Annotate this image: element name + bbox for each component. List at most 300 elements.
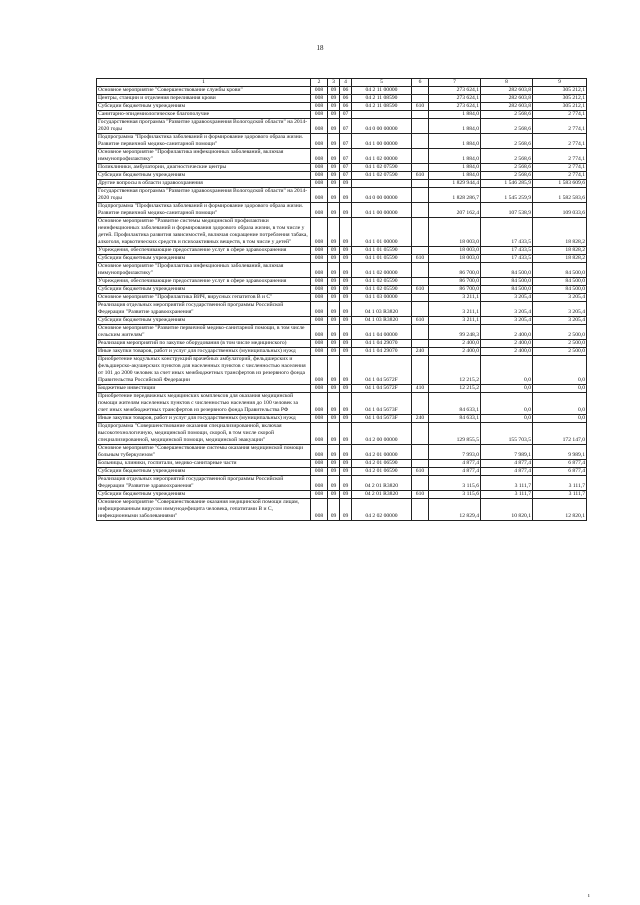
cell-amount-1: 1 884,0 — [429, 134, 481, 149]
cell-expense-type: 410 — [412, 385, 429, 393]
cell-amount-2: 2 400,0 — [481, 325, 533, 340]
cell-amount-1: 3 115,6 — [429, 491, 481, 499]
cell-expense-type — [412, 460, 429, 468]
cell-amount-2: 1 546 285,9 — [481, 180, 533, 188]
table-row — [97, 278, 587, 286]
cell-amount-2: 17 433,5 — [481, 247, 533, 255]
cell-ministry: 008 — [311, 423, 328, 445]
table-row — [97, 325, 587, 340]
row-name: Иные закупки товаров, работ и услуг для государственных (муниципальных) нужд — [97, 348, 311, 356]
cell-ministry: 008 — [311, 95, 328, 103]
cell-subsection: 09 — [340, 218, 352, 247]
table-row — [97, 468, 587, 476]
cell-amount-3: 2 500,0 — [533, 348, 587, 356]
table-row — [97, 134, 587, 149]
row-name: Реализация мероприятий по закупке оборудования (в том числе медицинского) — [97, 340, 311, 348]
cell-amount-1: 3 211,1 — [429, 302, 481, 317]
cell-expense-type — [412, 87, 429, 95]
cell-ministry: 008 — [311, 111, 328, 119]
cell-amount-2: 0,0 — [481, 415, 533, 423]
cell-amount-3: 305 212,1 — [533, 103, 587, 111]
cell-expense-type — [412, 356, 429, 385]
table-row — [97, 302, 587, 317]
cell-subsection: 06 — [340, 95, 352, 103]
cell-amount-1: 4 877,4 — [429, 460, 481, 468]
cell-amount-1: 86 700,0 — [429, 263, 481, 278]
table-row — [97, 294, 587, 302]
cell-ministry: 008 — [311, 325, 328, 340]
cell-expense-type — [412, 119, 429, 134]
cell-ministry: 008 — [311, 460, 328, 468]
cell-ministry: 008 — [311, 356, 328, 385]
cell-expense-type: 610 — [412, 103, 429, 111]
table-row — [97, 111, 587, 119]
cell-section: 09 — [328, 476, 340, 491]
cell-amount-1: 2 400,0 — [429, 340, 481, 348]
table-row — [97, 180, 587, 188]
cell-target-article: 04 2 11 08590 — [352, 95, 412, 103]
row-name: Центры, станции и отделения переливания крови — [97, 95, 311, 103]
cell-subsection: 09 — [340, 468, 352, 476]
cell-amount-1: 84 633,1 — [429, 415, 481, 423]
cell-target-article: 04 0 00 00000 — [352, 119, 412, 134]
cell-section: 09 — [328, 415, 340, 423]
cell-amount-2: 3 111,7 — [481, 491, 533, 499]
table-row — [97, 119, 587, 134]
table-row — [97, 348, 587, 356]
cell-amount-1: 7 993,0 — [429, 445, 481, 460]
table-row — [97, 263, 587, 278]
budget-table — [96, 78, 587, 521]
cell-amount-2: 1 545 259,9 — [481, 188, 533, 203]
table-row — [97, 393, 587, 415]
cell-subsection: 09 — [340, 499, 352, 521]
cell-amount-2: 4 877,4 — [481, 468, 533, 476]
cell-section: 09 — [328, 317, 340, 325]
row-name: Приобретение модульных конструкций врачебных амбулаторий, фельдшерских и фельдшерско-акушерских пунктов для населенных пунктов с численностью населения от 101 до 2000 человек за счет иных межбюджетных трансфертов из резервного фонда Правительства Российской Федерации — [97, 356, 311, 385]
cell-subsection: 09 — [340, 415, 352, 423]
table-row — [97, 164, 587, 172]
header-row — [97, 79, 587, 87]
cell-amount-1: 1 884,0 — [429, 111, 481, 119]
row-name: Субсидии бюджетным учреждениям — [97, 103, 311, 111]
cell-subsection: 09 — [340, 278, 352, 286]
cell-ministry: 008 — [311, 348, 328, 356]
cell-ministry: 008 — [311, 415, 328, 423]
cell-target-article: 04 1 03 00000 — [352, 294, 412, 302]
cell-ministry: 008 — [311, 87, 328, 95]
table-row — [97, 172, 587, 180]
cell-target-article: 04 1 02 05590 — [352, 286, 412, 294]
cell-target-article: 04 2 01 00000 — [352, 445, 412, 460]
row-name: Субсидии бюджетным учреждениям — [97, 317, 311, 325]
cell-section: 09 — [328, 325, 340, 340]
cell-ministry: 008 — [311, 263, 328, 278]
row-name: Государственная программа "Развитие здравоохранения Вологодской области" на 2014-2020 годы — [97, 188, 311, 203]
table-row — [97, 149, 587, 164]
cell-amount-1: 84 633,1 — [429, 393, 481, 415]
cell-expense-type — [412, 95, 429, 103]
cell-section: 09 — [328, 134, 340, 149]
cell-subsection: 09 — [340, 255, 352, 263]
cell-target-article: 04 1 04 5672F — [352, 385, 412, 393]
cell-expense-type — [412, 180, 429, 188]
cell-section: 09 — [328, 491, 340, 499]
cell-subsection: 06 — [340, 103, 352, 111]
cell-ministry: 008 — [311, 491, 328, 499]
cell-amount-1: 86 700,0 — [429, 286, 481, 294]
header-cell: 8 — [481, 79, 533, 87]
table-row — [97, 103, 587, 111]
cell-target-article: 04 1 04 29070 — [352, 348, 412, 356]
cell-expense-type — [412, 340, 429, 348]
footer-mark: ı — [588, 893, 590, 899]
cell-target-article: 04 1 03 R3820 — [352, 302, 412, 317]
cell-section: 09 — [328, 87, 340, 95]
cell-expense-type: 610 — [412, 255, 429, 263]
cell-expense-type: 610 — [412, 468, 429, 476]
row-name: Субсидии бюджетным учреждениям — [97, 172, 311, 180]
cell-ministry: 008 — [311, 188, 328, 203]
cell-amount-2: 2 568,6 — [481, 119, 533, 134]
cell-target-article: 04 1 04 29070 — [352, 340, 412, 348]
table-row — [97, 476, 587, 491]
row-name: Другие вопросы в области здравоохранения — [97, 180, 311, 188]
table-row — [97, 423, 587, 445]
cell-ministry: 008 — [311, 134, 328, 149]
cell-ministry: 008 — [311, 149, 328, 164]
cell-subsection: 09 — [340, 460, 352, 468]
header-cell: 7 — [429, 79, 481, 87]
cell-expense-type: 610 — [412, 317, 429, 325]
table-row — [97, 415, 587, 423]
table-row — [97, 499, 587, 521]
cell-section: 09 — [328, 218, 340, 247]
row-name: Основное мероприятие "Совершенствование оказания медицинской помощи лицам, инфицированным вирусом иммунодефицита человека, гепатитами В и С, инфекционными заболеваниями" — [97, 499, 311, 521]
cell-amount-2: 155 703,5 — [481, 423, 533, 445]
cell-subsection: 09 — [340, 203, 352, 218]
cell-section: 09 — [328, 247, 340, 255]
cell-ministry: 008 — [311, 393, 328, 415]
header-cell: 3 — [328, 79, 340, 87]
cell-target-article: 04 1 02 00000 — [352, 149, 412, 164]
cell-amount-2: 10 820,1 — [481, 499, 533, 521]
header-cell: 2 — [311, 79, 328, 87]
row-name: Основное мероприятие "Совершенствование системы оказания медицинской помощи больным туберкулезом" — [97, 445, 311, 460]
row-name: Реализация отдельных мероприятий государственной программы Российской Федерации "Развитие здравоохранения" — [97, 302, 311, 317]
cell-expense-type — [412, 499, 429, 521]
row-name: Приобретение передвижных медицинских комплексов для оказания медицинской помощи жителям населенных пунктов с численностью населения до 100 человек за счет иных межбюджетных трансфертов из резервного фонда Правительства РФ — [97, 393, 311, 415]
row-name: Больницы, клиники, госпитали, медико-санитарные части — [97, 460, 311, 468]
row-name: Субсидии бюджетным учреждениям — [97, 468, 311, 476]
cell-amount-3: 84 500,0 — [533, 286, 587, 294]
cell-section: 09 — [328, 393, 340, 415]
cell-amount-1: 12 829,4 — [429, 499, 481, 521]
cell-target-article: 04 1 01 00000 — [352, 218, 412, 247]
row-name: Основное мероприятие "Профилактика ВИЧ, вирусных гепатитов В и С" — [97, 294, 311, 302]
cell-section: 09 — [328, 111, 340, 119]
cell-ministry: 008 — [311, 385, 328, 393]
row-name: Субсидии бюджетным учреждениям — [97, 255, 311, 263]
cell-amount-3: 1 583 609,6 — [533, 180, 587, 188]
cell-target-article: 04 1 00 00000 — [352, 203, 412, 218]
cell-target-article: 04 2 11 00000 — [352, 87, 412, 95]
cell-amount-2: 3 205,4 — [481, 317, 533, 325]
table-row — [97, 188, 587, 203]
cell-amount-2: 84 500,0 — [481, 286, 533, 294]
cell-subsection: 09 — [340, 286, 352, 294]
row-name: Санитарно-эпидемиологическое благополучие — [97, 111, 311, 119]
cell-ministry: 008 — [311, 317, 328, 325]
cell-ministry: 008 — [311, 286, 328, 294]
cell-amount-3: 3 205,4 — [533, 302, 587, 317]
cell-amount-2: 3 205,4 — [481, 302, 533, 317]
cell-subsection: 09 — [340, 445, 352, 460]
cell-expense-type — [412, 218, 429, 247]
cell-target-article: 04 1 00 00000 — [352, 134, 412, 149]
cell-amount-2: 0,0 — [481, 385, 533, 393]
cell-ministry: 008 — [311, 203, 328, 218]
table-row — [97, 255, 587, 263]
cell-ministry: 008 — [311, 180, 328, 188]
row-name: Основное мероприятие "Совершенствование службы крови" — [97, 87, 311, 95]
cell-amount-1: 207 162,4 — [429, 203, 481, 218]
row-name: Бюджетные инвестиции — [97, 385, 311, 393]
cell-amount-2: 2 568,6 — [481, 134, 533, 149]
cell-amount-2: 2 568,6 — [481, 111, 533, 119]
table-row — [97, 385, 587, 393]
cell-expense-type — [412, 203, 429, 218]
cell-amount-1: 2 400,0 — [429, 348, 481, 356]
row-name: Основное мероприятие "Профилактика инфекционных заболеваний, включая иммунопрофилактику" — [97, 149, 311, 164]
cell-amount-2: 84 500,0 — [481, 263, 533, 278]
cell-amount-1: 273 624,1 — [429, 95, 481, 103]
cell-subsection: 07 — [340, 164, 352, 172]
cell-amount-1: 99 248,3 — [429, 325, 481, 340]
cell-section: 09 — [328, 172, 340, 180]
cell-ministry: 008 — [311, 103, 328, 111]
cell-amount-3: 2 774,1 — [533, 111, 587, 119]
cell-amount-3: 18 828,2 — [533, 247, 587, 255]
cell-amount-3: 3 111,7 — [533, 476, 587, 491]
cell-ministry: 008 — [311, 255, 328, 263]
cell-section: 09 — [328, 263, 340, 278]
cell-amount-3: 0,0 — [533, 385, 587, 393]
cell-target-article: 04 2 00 00000 — [352, 423, 412, 445]
cell-subsection: 07 — [340, 149, 352, 164]
cell-target-article: 04 2 01 06590 — [352, 460, 412, 468]
cell-amount-1: 273 624,1 — [429, 87, 481, 95]
cell-amount-2: 2 400,0 — [481, 348, 533, 356]
cell-amount-2: 84 500,0 — [481, 278, 533, 286]
cell-target-article: 04 2 01 R3820 — [352, 476, 412, 491]
cell-subsection: 09 — [340, 188, 352, 203]
cell-expense-type: 610 — [412, 286, 429, 294]
cell-amount-3: 84 500,0 — [533, 278, 587, 286]
cell-expense-type — [412, 111, 429, 119]
cell-amount-2: 2 568,6 — [481, 172, 533, 180]
cell-expense-type — [412, 278, 429, 286]
cell-amount-3: 3 205,4 — [533, 294, 587, 302]
page-number: 18 — [316, 44, 324, 52]
cell-amount-2: 17 433,5 — [481, 218, 533, 247]
cell-subsection: 09 — [340, 180, 352, 188]
cell-section: 09 — [328, 445, 340, 460]
cell-ministry: 008 — [311, 247, 328, 255]
cell-subsection: 07 — [340, 119, 352, 134]
cell-section: 09 — [328, 180, 340, 188]
row-name: Учреждения, обеспечивающие предоставление услуг в сфере здравоохранения — [97, 247, 311, 255]
cell-section: 09 — [328, 294, 340, 302]
cell-subsection: 09 — [340, 263, 352, 278]
cell-subsection: 09 — [340, 491, 352, 499]
table-row — [97, 445, 587, 460]
cell-ministry: 008 — [311, 468, 328, 476]
cell-amount-1: 4 877,4 — [429, 468, 481, 476]
cell-subsection: 09 — [340, 325, 352, 340]
cell-amount-3: 2 774,1 — [533, 172, 587, 180]
cell-expense-type: 240 — [412, 348, 429, 356]
cell-subsection: 09 — [340, 385, 352, 393]
cell-amount-1: 1 829 944,4 — [429, 180, 481, 188]
cell-target-article: 04 1 04 5672F — [352, 356, 412, 385]
cell-section: 09 — [328, 348, 340, 356]
cell-section: 09 — [328, 385, 340, 393]
cell-amount-1: 3 211,1 — [429, 294, 481, 302]
header-cell: 4 — [340, 79, 352, 87]
cell-section: 09 — [328, 423, 340, 445]
cell-amount-1: 86 700,0 — [429, 278, 481, 286]
cell-target-article: 04 0 00 00000 — [352, 188, 412, 203]
row-name: Подпрограмма "Совершенствование оказания специализированной, включая высокотехнологичную, медицинской помощи, скорой, в том числе скорой специализированной, медицинской помощи, медицинской эвакуации" — [97, 423, 311, 445]
cell-amount-3: 3 111,7 — [533, 491, 587, 499]
cell-amount-3: 0,0 — [533, 356, 587, 385]
cell-target-article: 04 2 01 R3820 — [352, 491, 412, 499]
cell-amount-2: 2 568,6 — [481, 164, 533, 172]
cell-subsection: 07 — [340, 111, 352, 119]
cell-expense-type: 610 — [412, 172, 429, 180]
cell-expense-type — [412, 188, 429, 203]
cell-section: 09 — [328, 340, 340, 348]
cell-ministry: 008 — [311, 218, 328, 247]
table-row — [97, 491, 587, 499]
cell-amount-1: 3 115,6 — [429, 476, 481, 491]
row-name: Подпрограмма "Профилактика заболеваний и формирование здорового образа жизни. Развитие первичной медико-санитарной помощи" — [97, 203, 311, 218]
cell-expense-type — [412, 164, 429, 172]
row-name: Основное мероприятие "Развитие системы медицинской профилактики неинфекционных заболеваний и формирования здорового образа жизни, в том числе у детей. Профилактика развития зависимостей, включая сокращение потребления табака, алкоголя, наркотических средств и психоактивных веществ, в том числе у детей" — [97, 218, 311, 247]
cell-expense-type — [412, 247, 429, 255]
cell-section: 09 — [328, 499, 340, 521]
row-name: Учреждения, обеспечивающие предоставление услуг в сфере здравоохранения — [97, 278, 311, 286]
cell-amount-3: 305 212,1 — [533, 95, 587, 103]
cell-amount-2: 282 603,8 — [481, 95, 533, 103]
cell-ministry: 008 — [311, 172, 328, 180]
table-row — [97, 203, 587, 218]
cell-amount-2: 2 568,6 — [481, 149, 533, 164]
cell-expense-type — [412, 476, 429, 491]
cell-section: 09 — [328, 164, 340, 172]
cell-amount-1: 18 003,0 — [429, 255, 481, 263]
cell-subsection: 09 — [340, 302, 352, 317]
cell-amount-3: 2 500,0 — [533, 340, 587, 348]
cell-amount-3: 0,0 — [533, 393, 587, 415]
cell-ministry: 008 — [311, 278, 328, 286]
table-row — [97, 340, 587, 348]
cell-section: 09 — [328, 468, 340, 476]
row-name: Подпрограмма "Профилактика заболеваний и формирование здорового образа жизни. Развитие первичной медико-санитарной помощи" — [97, 134, 311, 149]
cell-amount-2: 3 111,7 — [481, 476, 533, 491]
cell-subsection: 09 — [340, 340, 352, 348]
cell-section: 09 — [328, 286, 340, 294]
cell-ministry: 008 — [311, 499, 328, 521]
cell-amount-3: 305 212,1 — [533, 87, 587, 95]
cell-section: 09 — [328, 278, 340, 286]
cell-amount-1: 273 624,1 — [429, 103, 481, 111]
cell-amount-3: 6 877,4 — [533, 468, 587, 476]
cell-amount-1: 1 884,0 — [429, 164, 481, 172]
cell-subsection: 09 — [340, 423, 352, 445]
cell-amount-3: 2 774,1 — [533, 134, 587, 149]
cell-amount-2: 107 538,9 — [481, 203, 533, 218]
row-name: Субсидии бюджетным учреждениям — [97, 286, 311, 294]
cell-amount-3: 109 033,6 — [533, 203, 587, 218]
cell-target-article — [352, 180, 412, 188]
cell-target-article: 04 2 11 08590 — [352, 103, 412, 111]
cell-ministry: 008 — [311, 119, 328, 134]
cell-amount-2: 282 603,8 — [481, 87, 533, 95]
cell-subsection: 07 — [340, 134, 352, 149]
cell-amount-2: 3 205,4 — [481, 294, 533, 302]
cell-section: 09 — [328, 203, 340, 218]
row-name: Основное мероприятие "Профилактика инфекционных заболеваний, включая иммунопрофилактику" — [97, 263, 311, 278]
cell-target-article: 04 1 02 07590 — [352, 164, 412, 172]
cell-amount-3: 9 989,1 — [533, 445, 587, 460]
cell-amount-1: 1 828 286,7 — [429, 188, 481, 203]
table-row — [97, 95, 587, 103]
row-name: Государственная программа "Развитие здравоохранения Вологодской области" на 2014-2020 годы — [97, 119, 311, 134]
cell-amount-3: 3 205,4 — [533, 317, 587, 325]
cell-section: 09 — [328, 119, 340, 134]
cell-amount-3: 6 877,4 — [533, 460, 587, 468]
cell-amount-3: 2 774,1 — [533, 119, 587, 134]
cell-expense-type: 610 — [412, 491, 429, 499]
cell-amount-1: 1 884,0 — [429, 149, 481, 164]
cell-subsection: 06 — [340, 87, 352, 95]
row-name: Основное мероприятие "Развитие первичной медико-санитарной помощи, в том числе сельским жителям" — [97, 325, 311, 340]
cell-expense-type — [412, 134, 429, 149]
cell-amount-2: 7 989,1 — [481, 445, 533, 460]
cell-target-article: 04 1 02 05590 — [352, 278, 412, 286]
cell-amount-3: 0,0 — [533, 415, 587, 423]
cell-expense-type — [412, 294, 429, 302]
cell-amount-3: 18 828,2 — [533, 218, 587, 247]
header-cell: 6 — [412, 79, 429, 87]
cell-target-article: 04 1 04 5673F — [352, 415, 412, 423]
cell-amount-3: 2 774,1 — [533, 149, 587, 164]
table-row — [97, 218, 587, 247]
cell-section: 09 — [328, 255, 340, 263]
header-cell: 9 — [533, 79, 587, 87]
cell-amount-1: 18 003,0 — [429, 218, 481, 247]
cell-target-article: 04 2 02 00000 — [352, 499, 412, 521]
cell-target-article — [352, 111, 412, 119]
cell-amount-1: 18 003,0 — [429, 247, 481, 255]
cell-amount-3: 1 582 583,6 — [533, 188, 587, 203]
cell-section: 09 — [328, 460, 340, 468]
cell-section: 09 — [328, 356, 340, 385]
cell-amount-2: 4 877,4 — [481, 460, 533, 468]
cell-amount-1: 1 884,0 — [429, 119, 481, 134]
